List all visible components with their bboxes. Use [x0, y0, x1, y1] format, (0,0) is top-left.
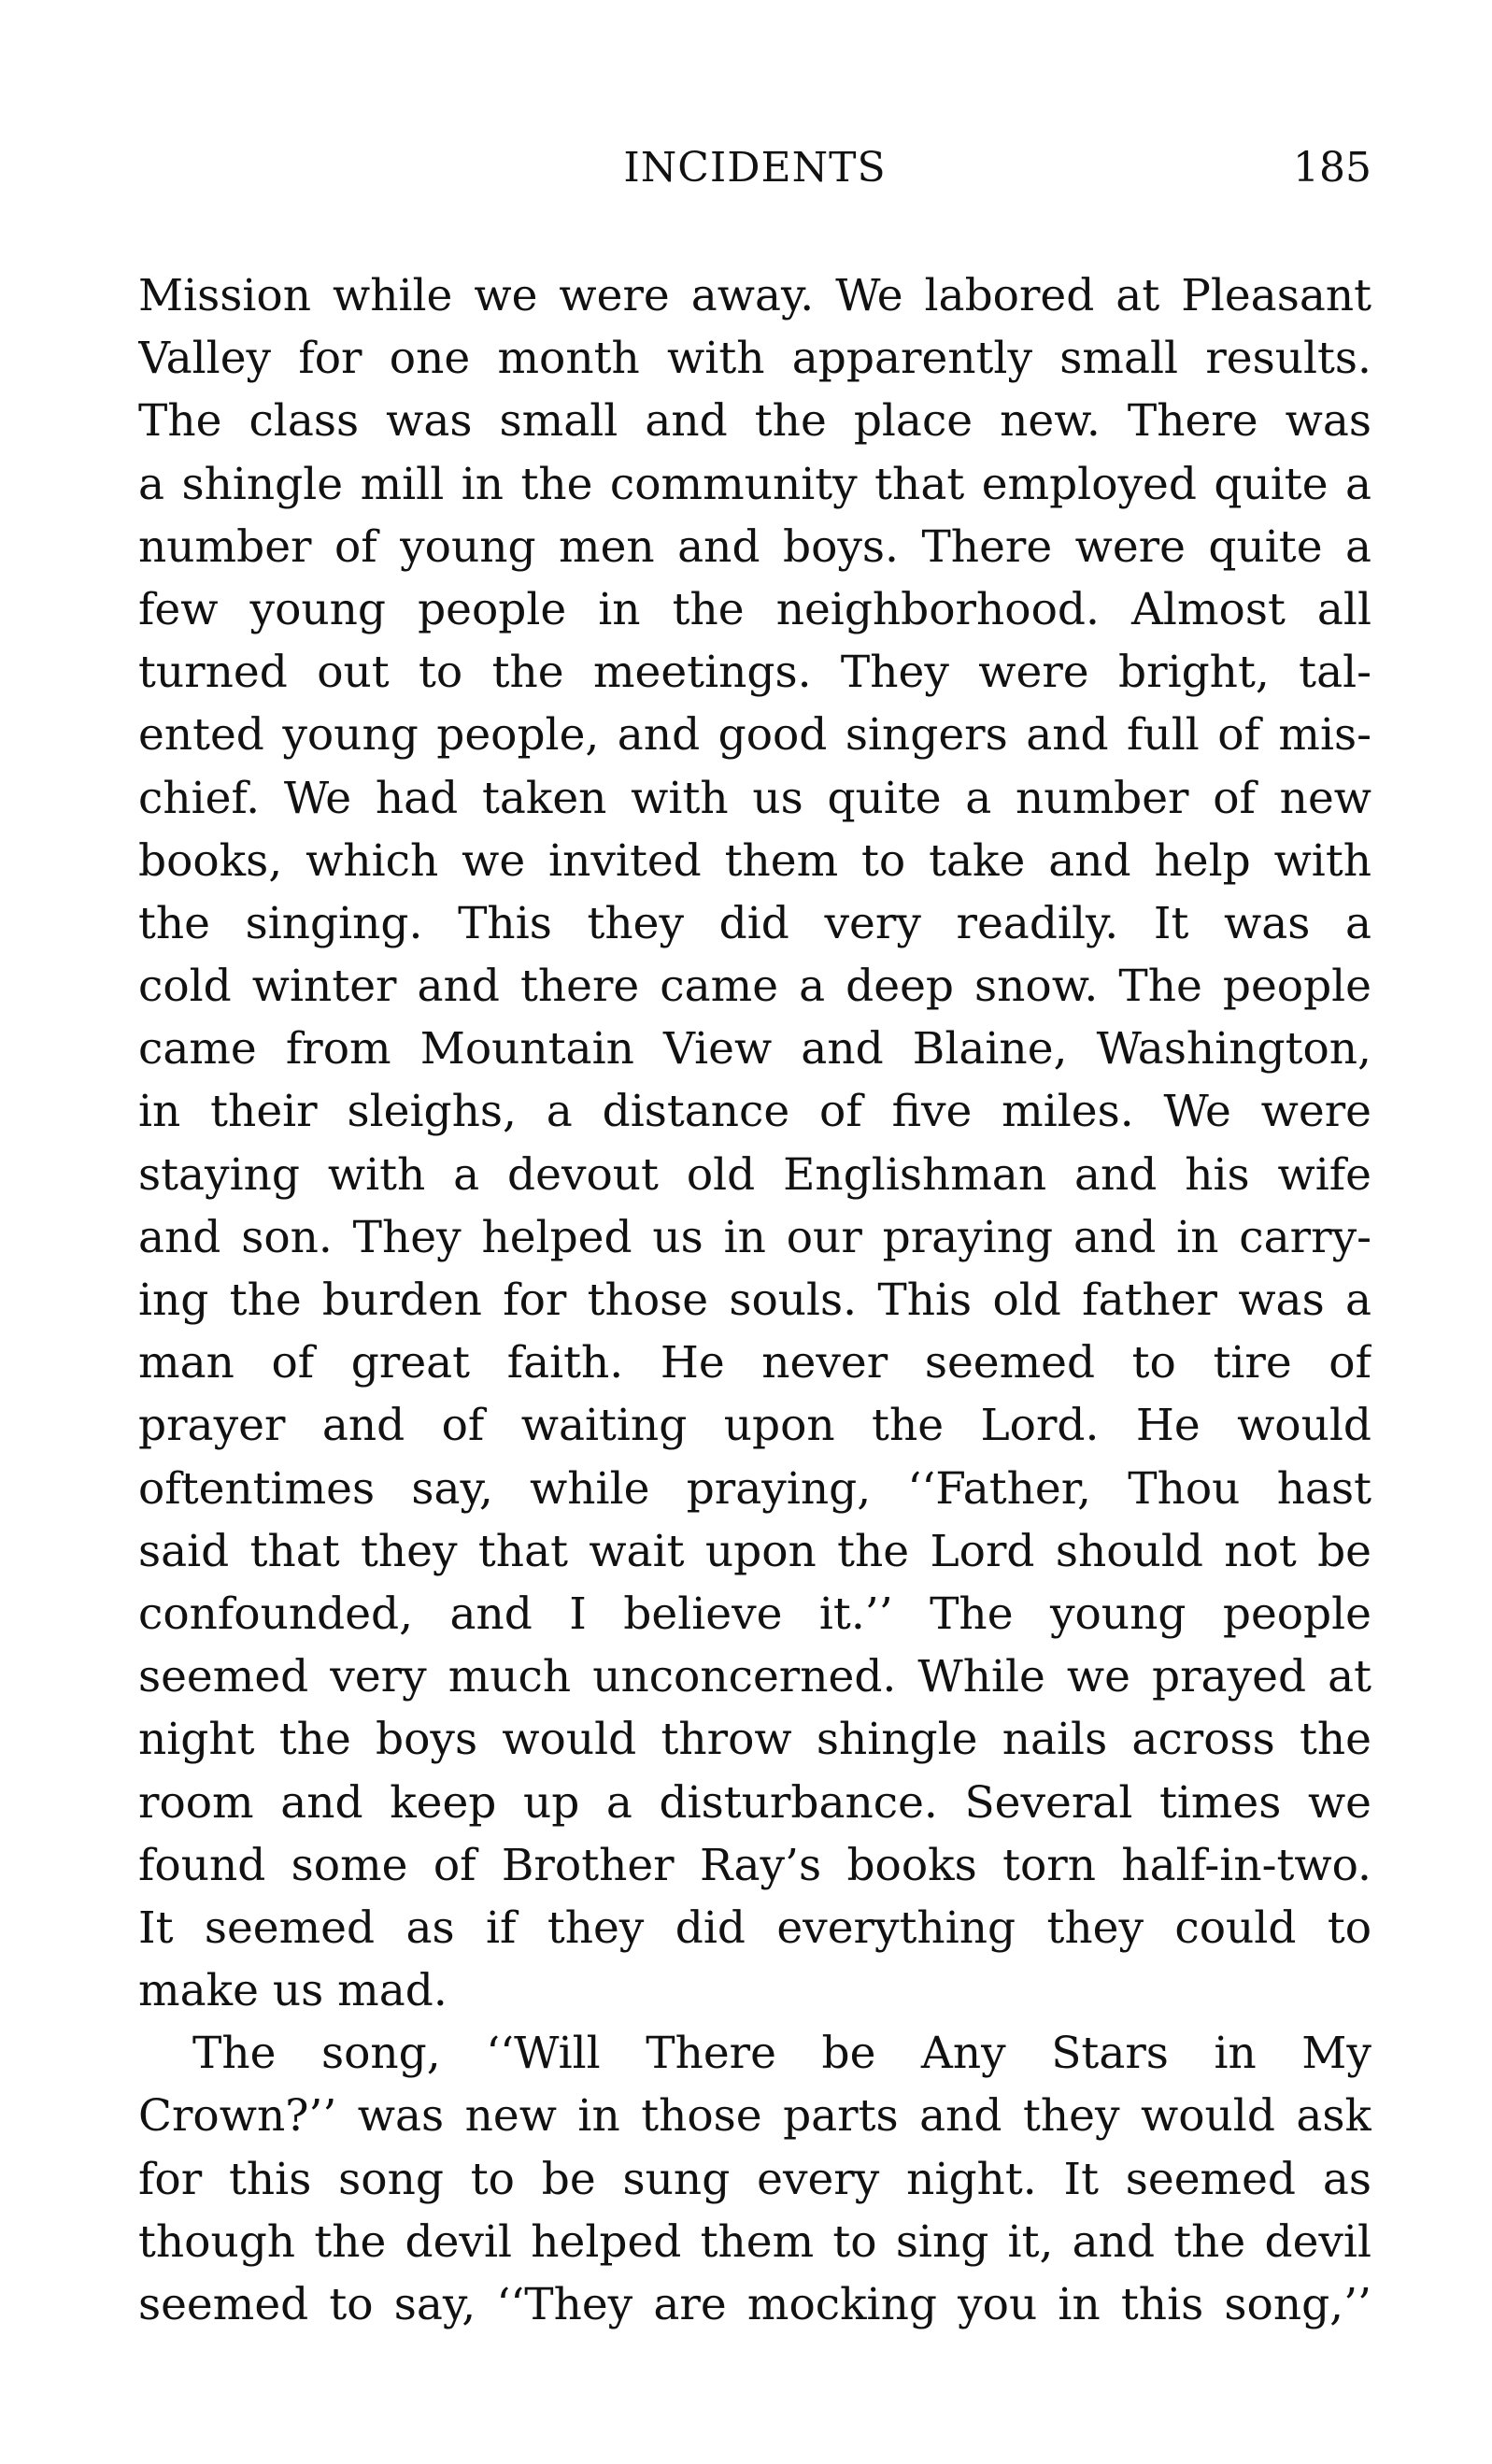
text-line: in their sleighs, a distance of five miles. We were	[138, 1086, 1371, 1138]
text-line: seemed very much unconcerned. While we prayed at	[138, 1651, 1371, 1703]
running-header	[138, 131, 1371, 206]
text-line: confounded, and I believe it.’’ The young people	[138, 1588, 1371, 1640]
text-line: room and keep up a disturbance. Several times we	[138, 1776, 1371, 1829]
text-line: few young people in the neighborhood. Almost all	[138, 583, 1371, 635]
text-line: for this song to be sung every night. It seemed as	[138, 2153, 1371, 2205]
text-line-paragraph-start: The song, ‘‘Will There be Any Stars in My	[192, 2028, 1371, 2080]
running-title: INCIDENTS	[623, 144, 887, 192]
text-line: the singing. This they did very readily. It was a	[138, 897, 1371, 949]
text-line: and son. They helped us in our praying and in carry-	[138, 1211, 1371, 1263]
text-line: cold winter and there came a deep snow. The people	[138, 961, 1371, 1013]
text-line: a shingle mill in the community that employed quite a	[138, 458, 1371, 510]
text-line: The class was small and the place new. There was	[138, 395, 1371, 448]
text-line: found some of Brother Ray’s books torn half-in-two.	[138, 1839, 1371, 1891]
text-line: man of great faith. He never seemed to tire of	[138, 1337, 1371, 1389]
text-line: Valley for one month with apparently small results.	[138, 333, 1371, 385]
text-line: number of young men and boys. There were quite a	[138, 520, 1371, 573]
text-line: seemed to say, ‘‘They are mocking you in this song,’’	[138, 2279, 1371, 2330]
body-text	[138, 264, 1371, 2336]
text-line: oftentimes say, while praying, ‘‘Father, Thou hast	[138, 1462, 1371, 1515]
text-line-paragraph-end: make us mad.	[138, 1965, 448, 2017]
text-line: ented young people, and good singers and full of mis-	[138, 709, 1371, 762]
text-line: Crown?’’ was new in those parts and they would ask	[138, 2090, 1371, 2143]
text-line: It seemed as if they did everything they could to	[138, 1901, 1371, 1954]
text-line: ing the burden for those souls. This old father was a	[138, 1275, 1371, 1326]
text-line: Mission while we were away. We labored at Pleasant	[138, 270, 1371, 321]
page-number: 185	[1293, 144, 1371, 192]
text-line: said that they that wait upon the Lord should not be	[138, 1525, 1371, 1577]
text-line: came from Mountain View and Blaine, Washington,	[138, 1023, 1371, 1075]
text-line: turned out to the meetings. They were bright, tal-	[138, 647, 1371, 699]
text-line: chief. We had taken with us quite a number of new	[138, 772, 1371, 824]
text-line: night the boys would throw shingle nails across the	[138, 1714, 1371, 1766]
text-line: though the devil helped them to sing it, and the devil	[138, 2215, 1371, 2268]
text-line: books, which we invited them to take and help with	[138, 834, 1371, 887]
text-line: staying with a devout old Englishman and his wife	[138, 1148, 1371, 1201]
text-line: prayer and of waiting upon the Lord. He would	[138, 1400, 1371, 1452]
